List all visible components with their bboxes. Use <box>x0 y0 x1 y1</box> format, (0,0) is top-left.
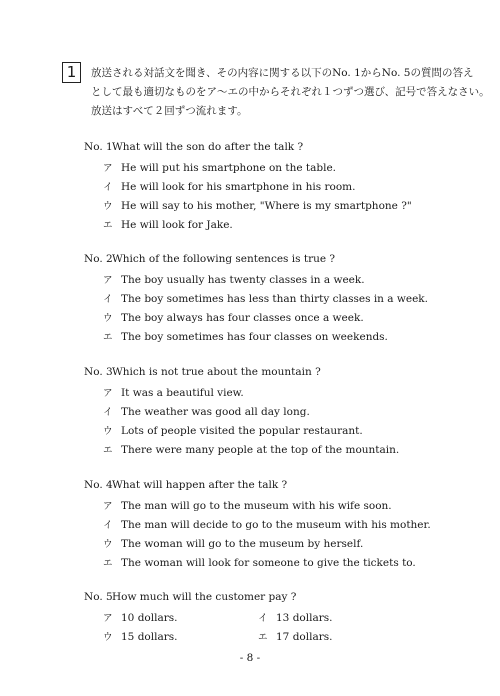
option <box>103 536 363 550</box>
option-text: The boy sometimes has less than thirty classes in a week. <box>121 293 428 305</box>
option-text: He will put his smartphone on the table. <box>121 162 337 174</box>
option <box>103 329 388 343</box>
question-3 <box>84 366 321 378</box>
option-mark: ア <box>103 501 113 512</box>
option-mark: ア <box>103 613 113 624</box>
option <box>103 442 399 456</box>
option-mark: ウ <box>103 632 113 643</box>
question-2 <box>84 253 335 265</box>
option-text: 15 dollars. <box>121 631 178 643</box>
option-mark: ウ <box>103 313 113 324</box>
option <box>103 610 177 624</box>
option-mark: イ <box>103 407 113 418</box>
option-text: The man will go to the museum with his wife soon. <box>121 500 392 512</box>
section-number-box: 1 <box>62 62 81 83</box>
option-text: The woman will look for someone to give the tickets to. <box>121 557 416 569</box>
question-text: How much will the customer pay ? <box>112 591 297 603</box>
option-mark: エ <box>103 220 113 231</box>
option-mark: ア <box>103 163 113 174</box>
option-mark: ア <box>103 388 113 399</box>
option <box>103 217 233 231</box>
instructions-line-3: 放送はすべて２回ずつ流れます。 <box>91 105 248 117</box>
question-text: Which is not true about the mountain ? <box>112 366 321 378</box>
option-text: 17 dollars. <box>276 631 333 643</box>
option <box>103 404 310 418</box>
option-text: He will look for Jake. <box>121 219 233 231</box>
question-5 <box>84 591 296 603</box>
option-text: 10 dollars. <box>121 612 178 624</box>
option-text: The boy usually has twenty classes in a week. <box>121 274 365 286</box>
instructions-line-2: として最も適切なものをア～エの中からそれぞれ１つずつ選び、記号で答えなさい。 <box>91 86 490 98</box>
option <box>103 423 363 437</box>
option-mark: エ <box>103 558 113 569</box>
option <box>103 272 365 286</box>
option-text: The man will decide to go to the museum with his mother. <box>121 519 431 531</box>
option <box>103 310 364 324</box>
option-mark: ウ <box>103 426 113 437</box>
option-text: There were many people at the top of the mountain. <box>121 444 400 456</box>
option <box>258 610 332 624</box>
option-text: The woman will go to the museum by herself. <box>121 538 364 550</box>
option-text: 13 dollars. <box>276 612 333 624</box>
option-text: He will look for his smartphone in his room. <box>121 181 356 193</box>
question-text: What will happen after the talk ? <box>112 479 288 491</box>
option <box>103 385 244 399</box>
option-text: The boy sometimes has four classes on weekends. <box>121 331 388 343</box>
option-mark: イ <box>258 613 268 624</box>
question-4 <box>84 479 287 491</box>
option <box>103 291 428 305</box>
option-mark: ア <box>103 275 113 286</box>
instructions-line-1: 放送される対話文を聞き、その内容に関する以下のNo. 1からNo. 5の質問の答え <box>91 67 474 79</box>
question-number: No. 2 <box>84 253 113 265</box>
question-1 <box>84 141 303 153</box>
question-number: No. 3 <box>84 366 113 378</box>
option-mark: イ <box>103 294 113 305</box>
option-text: Lots of people visited the popular restaurant. <box>121 425 363 437</box>
option-text: It was a beautiful view. <box>121 387 244 399</box>
option-text: The weather was good all day long. <box>121 406 310 418</box>
question-number: No. 1 <box>84 141 113 153</box>
option-mark: ウ <box>103 539 113 550</box>
option-mark: エ <box>103 332 113 343</box>
option-mark: イ <box>103 520 113 531</box>
option-text: He will say to his mother, "Where is my smartphone ?" <box>121 200 412 212</box>
option-text: The boy always has four classes once a week. <box>121 312 364 324</box>
question-text: Which of the following sentences is true ? <box>112 253 336 265</box>
option <box>103 198 412 212</box>
page-number: - 8 - <box>239 652 261 664</box>
option <box>103 179 355 193</box>
option-mark: ウ <box>103 201 113 212</box>
option <box>103 517 431 531</box>
option-mark: エ <box>258 632 268 643</box>
option <box>103 160 336 174</box>
option <box>103 629 177 643</box>
option <box>103 555 416 569</box>
option <box>258 629 332 643</box>
question-text: What will the son do after the talk ? <box>112 141 304 153</box>
option-mark: イ <box>103 182 113 193</box>
question-number: No. 4 <box>84 479 113 491</box>
question-number: No. 5 <box>84 591 113 603</box>
option <box>103 498 392 512</box>
option-mark: エ <box>103 445 113 456</box>
